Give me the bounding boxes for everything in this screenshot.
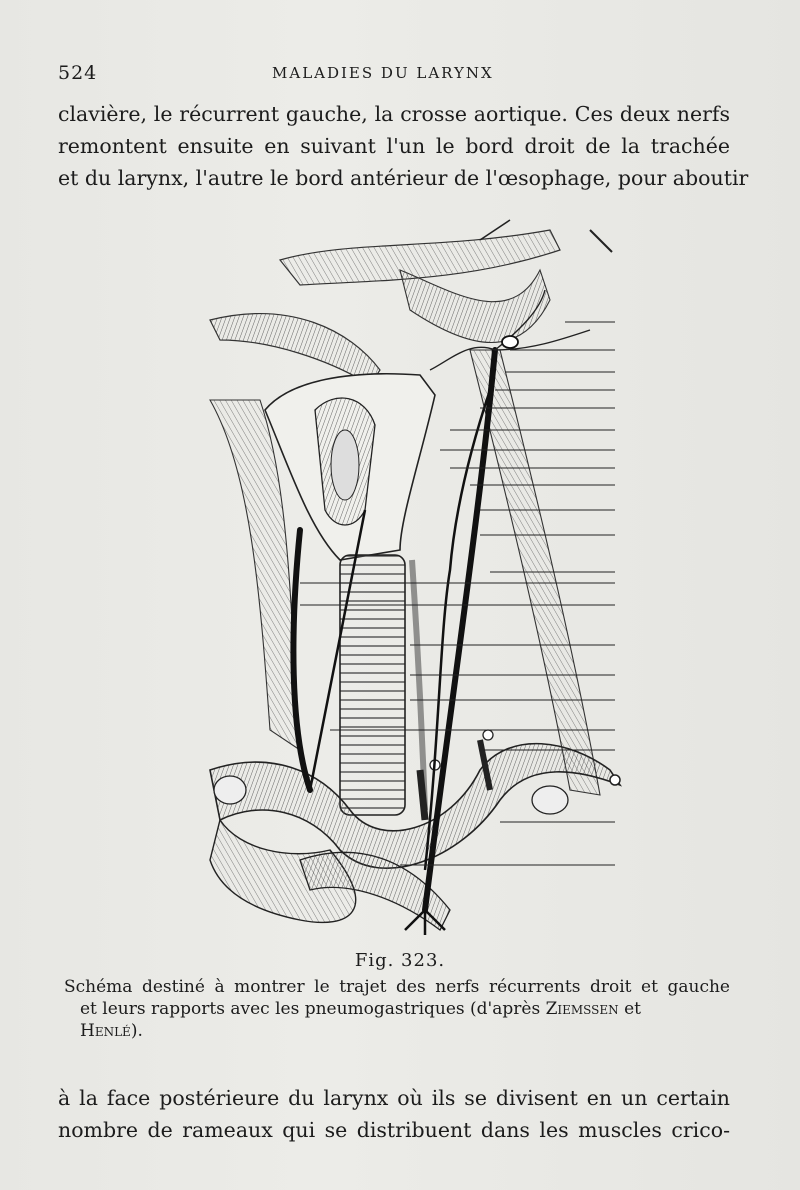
- text-line: remontent ensuite en suivant l'un le bord droit de la trachée: [58, 134, 730, 158]
- text-line: nombre de rameaux qui se distribuent dans les muscles crico-: [58, 1118, 730, 1142]
- page-number: 524: [58, 62, 98, 84]
- top-paragraph: [58, 98, 749, 194]
- upper-muscles: [210, 220, 612, 385]
- text-line: et du larynx, l'autre le bord antérieur de l'œsophage, pour aboutir: [58, 166, 749, 190]
- caption-author: Henlé: [80, 1021, 131, 1041]
- text-line: à la face postérieure du larynx où ils se divisent en un certain: [58, 1086, 730, 1110]
- anatomical-figure: [150, 210, 630, 940]
- figure-caption: [64, 976, 730, 1042]
- right-vagus-nerve: [293, 530, 310, 790]
- running-head: MALADIES DU LARYNX: [272, 64, 494, 82]
- caption-text: et: [618, 999, 641, 1019]
- bottom-paragraph: [58, 1082, 730, 1146]
- caption-text: ).: [130, 1021, 143, 1041]
- larynx: [265, 374, 435, 560]
- page-header: [58, 58, 730, 88]
- caption-line: Schéma destiné à montrer le trajet des nerfs récurrents droit et gauche: [64, 977, 730, 997]
- figure-label: Fig. 323.: [354, 950, 446, 971]
- aortic-arch: [210, 730, 620, 930]
- caption-text: et leurs rapports avec les pneumogastriques (d'après: [80, 999, 546, 1019]
- caption-line: [64, 998, 730, 1042]
- text-line: clavière, le récurrent gauche, la crosse aortique. Ces deux nerfs: [58, 102, 730, 126]
- caption-author: Ziemssen: [545, 999, 619, 1019]
